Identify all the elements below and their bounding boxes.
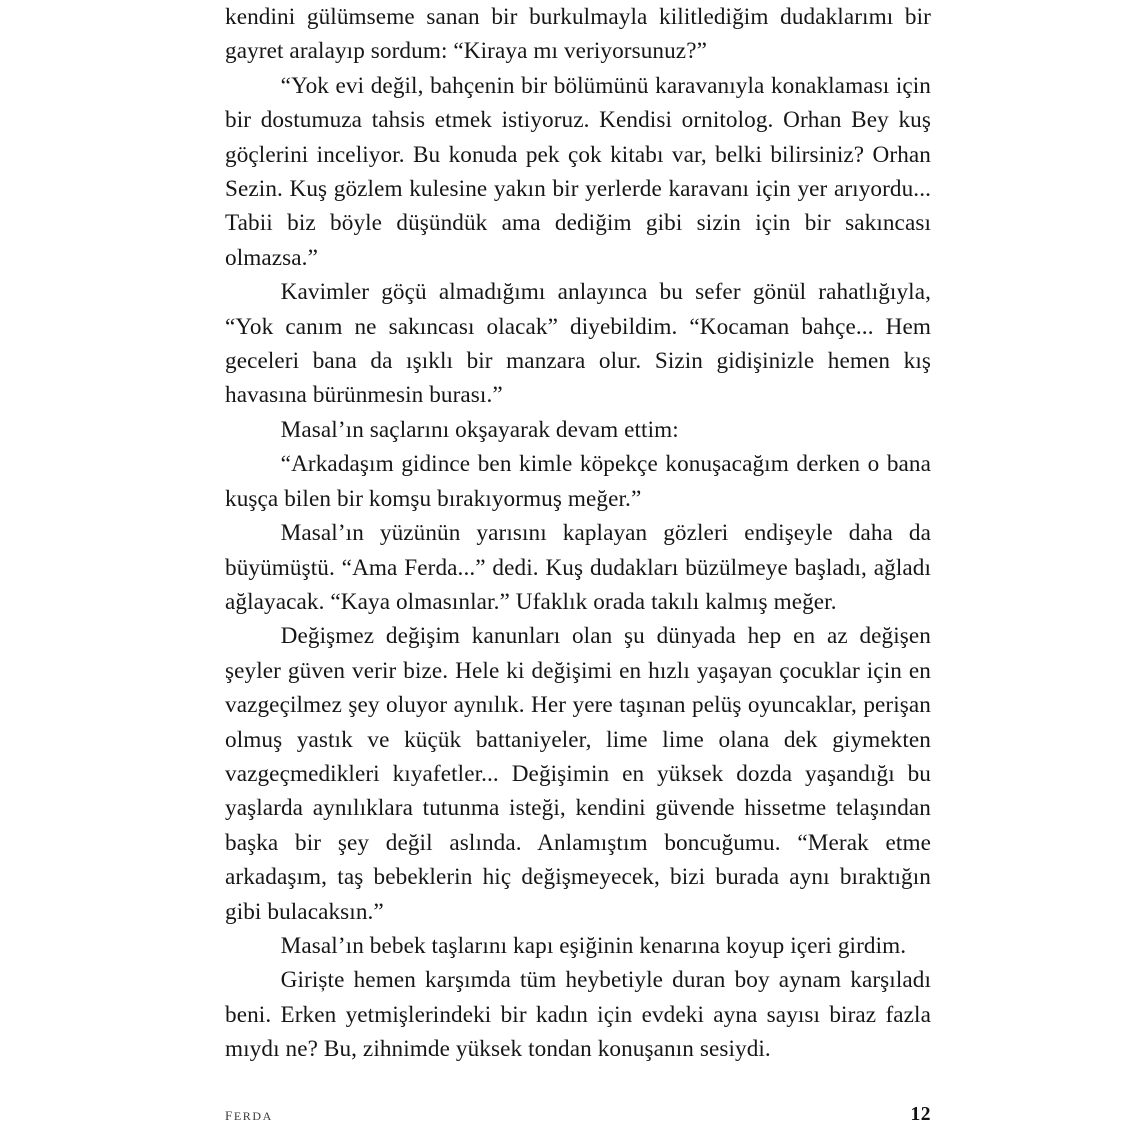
paragraph: “Arkadaşım gidince ben kimle köpekçe konuşacağım derken o bana kuşça bilen bir komşu bırakıyormuş meğer.”	[225, 451, 931, 512]
paragraph: Masal’ın bebek taşlarını kapı eşiğinin kenarına koyup içeri girdim.	[280, 932, 907, 959]
running-head: ferda	[225, 1104, 273, 1125]
page-footer	[225, 1104, 931, 1126]
paragraph: Giriște hemen karşımda tüm heybetiyle duran boy aynam karşıladı beni. Erken yetmişlerindeki bir kadın için evdeki ayna sayısı biraz fazla mıydı ne? Bu, zihnimde yüksek tondan konuşanın sesiydi.	[225, 967, 931, 1063]
page-number: 12	[910, 1104, 931, 1125]
paragraph: kendini gülümseme sanan bir burkulmayla kilitlediğim dudaklarımı bir gayret aralayıp sordum: “Kiraya mı veriyorsunuz?”	[225, 4, 931, 65]
paragraph: Masal’ın saçlarını okşayarak devam ettim:	[280, 416, 679, 443]
paragraph: Masal’ın yüzünün yarısını kaplayan gözleri endişeyle daha da büyümüştü. “Ama Ferda...” dedi. Kuş dudakları büzülmeye başladı, ağladı ağlayacak. “Kaya olmasınlar.” Ufaklık orada takılı kalmış meğer.	[225, 520, 931, 615]
paragraph: Kavimler göçü almadığımı anlayınca bu sefer gönül rahatlığıyla, “Yok canım ne sakıncası olacak” diyebildim. “Kocaman bahçe... Hem geceleri bana da ışıklı bir manzara olur. Sizin gidişinizle hemen kış havasına bürünmesin burası.”	[225, 279, 931, 409]
paragraph: Değişmez değişim kanunları olan şu dünyada hep en az değişen şeyler güven verir bize. Hele ki değişimi en hızlı yaşayan çocuklar için en vazgeçilmez şey oluyor aynılık. Her yere taşınan pelüş oyuncaklar, perişan olmuş yastık ve küçük battaniyeler, lime lime olana dek giymekten vazgeçmedikleri kıyafetler... Değişimin en yüksek dozda yaşandığı bu yaşlarda aynılıklara tutunma isteği, kendini güvende hissetme telaşından başka bir şey değil aslında. Anlamıştım boncuğumu. “Merak etme arkadaşım, taş bebeklerin hiç değişmeyecek, bizi burada aynı bıraktığın gibi bulacaksın.”	[225, 623, 931, 925]
body-text-column	[225, 0, 931, 1067]
paragraph: “Yok evi değil, bahçenin bir bölümünü karavanıyla konaklaması için bir dostumuza tahsis etmek istiyoruz. Kendisi ornitolog. Orhan Bey kuş göçlerini inceliyor. Bu konuda pek çok kitabı var, belki bilirsiniz? Orhan Sezin. Kuş gözlem kulesine yakın bir yerlerde karavanı için yer arıyordu... Tabii biz böyle düşündük ama dediğim gibi sizin için bir sakıncası olmazsa.”	[225, 72, 931, 271]
